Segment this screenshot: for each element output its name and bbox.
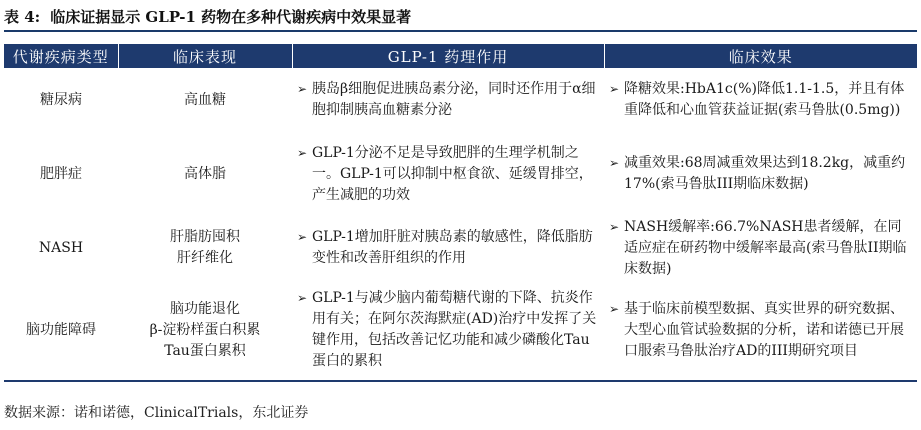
symptom-cell — [118, 216, 292, 280]
header-disease-type: 代谢疾病类型 — [4, 44, 118, 68]
symptom-cell — [118, 280, 292, 381]
symptom-line: Tau蛋白累积 — [164, 342, 246, 359]
symptom-cell — [118, 68, 292, 132]
arrow-bullet-icon: ➢ — [296, 82, 308, 96]
mechanism-cell — [292, 280, 604, 381]
mechanism-cell — [292, 68, 604, 132]
symptom-line: 脑功能退化 — [170, 300, 240, 317]
arrow-bullet-icon: ➢ — [608, 301, 620, 316]
mechanism-text: 胰岛β细胞促进胰岛素分泌，同时还作用于α细胞抑制胰高血糖素分泌 — [312, 81, 596, 118]
mechanism-text: GLP-1分泌不足是导致肥胖的生理学机制之一。GLP-1可以抑制中枢食欲、延缓胃排空，产生减肥的功效 — [312, 144, 593, 203]
disease-cell: NASH — [38, 239, 84, 256]
mechanism-cell — [292, 216, 604, 280]
effect-text: 基于临床前模型数据、真实世界的研究数据、大型心血管试验数据的分析，诺和诺德已开展口服索马鲁肽治疗AD的III期研究项目 — [624, 300, 904, 359]
table-row — [4, 68, 917, 132]
table-row — [4, 216, 917, 280]
table-header-row — [4, 44, 917, 68]
header-clinical-presentation: 临床表现 — [118, 44, 292, 68]
symptom-cell — [118, 132, 292, 216]
disease-cell: 脑功能障碍 — [4, 280, 118, 381]
effect-cell — [604, 216, 917, 280]
caption-label: 表 4: — [4, 8, 41, 26]
arrow-bullet-icon: ➢ — [608, 82, 620, 96]
mechanism-text: GLP-1增加肝脏对胰岛素的敏感性，降低脂肪变性和改善肝组织的作用 — [312, 229, 593, 266]
mechanism-text: GLP-1与减少脑内葡萄糖代谢的下降、抗炎作用有关；在阿尔茨海默症(AD)治疗中发挥了关键作用，包括改善记忆功能和减少磷酸化Tau蛋白的累积 — [312, 290, 597, 369]
arrow-bullet-icon: ➢ — [296, 291, 308, 305]
caption-text: 临床证据显示 GLP-1 药物在多种代谢疾病中效果显著 — [50, 8, 412, 26]
effect-cell — [604, 68, 917, 132]
table-row — [4, 132, 917, 216]
header-clinical-effect: 临床效果 — [604, 44, 917, 68]
arrow-bullet-icon: ➢ — [608, 219, 620, 234]
arrow-bullet-icon: ➢ — [296, 145, 308, 160]
effect-text: 降糖效果:HbA1c(%)降低1.1-1.5，并且有体重降低和心血管获益证据(索马鲁肽(0.5mg)) — [624, 81, 905, 118]
arrow-bullet-icon: ➢ — [608, 156, 620, 170]
table-row — [4, 280, 917, 381]
effect-text: 减重效果:68周减重效果达到18.2kg，减重约17%(索马鲁肽III期临床数据) — [624, 155, 906, 192]
symptom-line: 高血糖 — [184, 91, 226, 108]
symptom-line: 高体脂 — [184, 165, 226, 182]
effect-cell — [604, 132, 917, 216]
disease-cell: 肥胖症 — [40, 165, 82, 182]
table-caption — [4, 4, 917, 32]
mechanism-cell — [292, 132, 604, 216]
glp1-evidence-table — [4, 44, 917, 382]
symptom-line: 肝纤维化 — [177, 250, 233, 266]
arrow-bullet-icon: ➢ — [296, 230, 308, 244]
disease-cell: 糖尿病 — [40, 91, 82, 108]
effect-cell — [604, 280, 917, 381]
data-table-container — [4, 44, 917, 382]
header-pharmacology: GLP-1 药理作用 — [292, 44, 604, 68]
effect-text: NASH缓解率:66.7%NASH患者缓解，在同适应症在研药物中缓解率最高(索马鲁肽II期临床数据) — [624, 218, 907, 277]
symptom-line: β-淀粉样蛋白积累 — [149, 321, 261, 338]
source-footnote: 数据来源：诺和诺德，ClinicalTrials，东北证券 — [4, 405, 309, 421]
symptom-line: 肝脂肪囤积 — [170, 229, 240, 245]
